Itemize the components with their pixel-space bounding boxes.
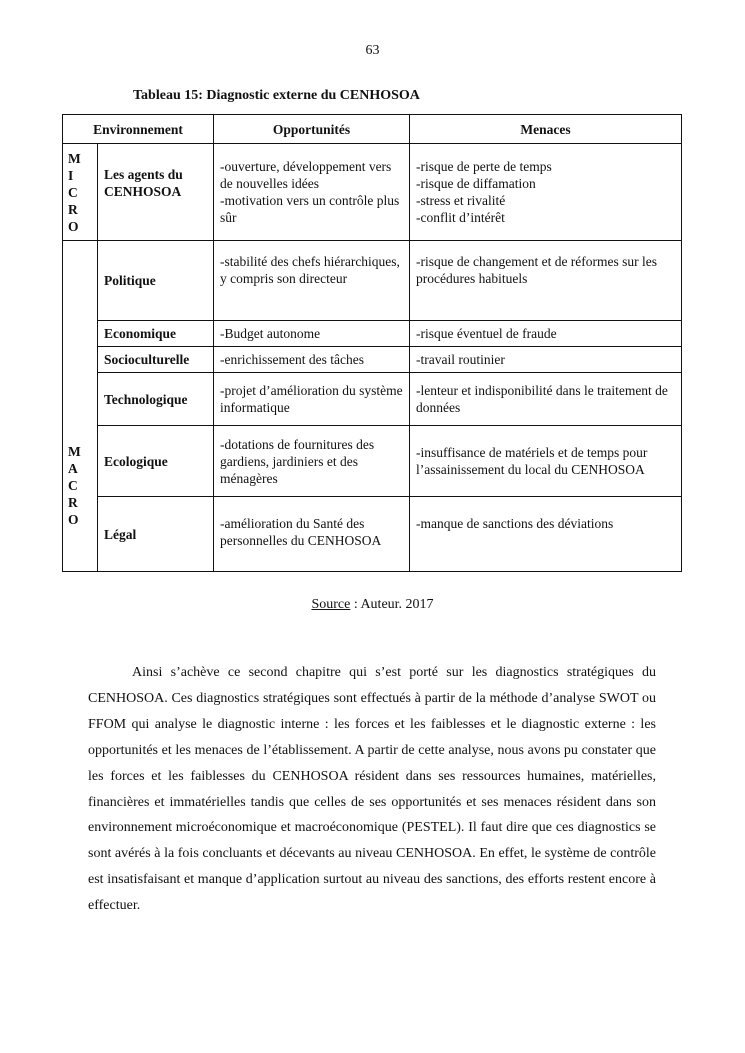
- threat-item: -risque de diffamation: [416, 176, 536, 191]
- threat-item: -travail routinier: [416, 352, 505, 367]
- factor-cell: Socioculturelle: [98, 347, 214, 373]
- table-row: [63, 426, 682, 497]
- threat-item: -risque éventuel de fraude: [416, 326, 557, 341]
- source-label: Source: [311, 597, 351, 612]
- header-environnement: Environnement: [63, 115, 214, 144]
- threat-item: -lenteur et indisponibilité dans le traitement de données: [416, 383, 668, 415]
- letter: C: [68, 477, 78, 493]
- opportunity-item: -enrichissement des tâches: [220, 352, 364, 367]
- source-text: : Auteur. 2017: [350, 597, 434, 612]
- header-menaces: Menaces: [410, 115, 682, 144]
- threat-item: -risque de changement et de réformes sur les procédures habituels: [416, 254, 658, 286]
- letter: R: [68, 201, 78, 217]
- letter: O: [68, 511, 79, 527]
- opportunity-item: -projet d’amélioration du système informatique: [220, 383, 403, 415]
- body-paragraph: Ainsi s’achève ce second chapitre qui s’est porté sur les diagnostics stratégiques du CENHOSOA. Ces diagnostics stratégiques sont effectués à partir de la méthode d’analyse SWOT ou FFOM qui analyse le diagnostic interne : les forces et les faiblesses et le diagnostic externe : les opportunités et les menaces de l’établissement. A partir de cette analyse, nous avons pu constater que les forces et les faiblesses du CENHOSOA résident dans ses ressources humaines, matérielles, financières et immatérielles tandis que celles de ses opportunités et ses menaces résident dans son environnement microéconomique et macroéconomique (PESTEL). Il faut dire que ces diagnostics se sont avérés à la fois concluants et décevants au niveau CENHOSOA. En effet, le système de contrôle est insatisfaisant et manque d’application surtout au niveau des sanctions, des efforts restent encore à effectuer.: [88, 665, 656, 914]
- factor-cell: Les agents du CENHOSOA: [98, 144, 214, 241]
- threat-item: -stress et rivalité: [416, 193, 506, 208]
- factor-cell: Légal: [98, 497, 214, 572]
- opportunities-cell: [214, 241, 410, 321]
- threats-cell: [410, 373, 682, 426]
- opportunities-cell: [214, 347, 410, 373]
- threats-cell: [410, 497, 682, 572]
- threat-item: -conflit d’intérêt: [416, 210, 505, 225]
- table-row: [63, 321, 682, 347]
- letter: A: [68, 460, 78, 476]
- factor-cell: Ecologique: [98, 426, 214, 497]
- factor-cell: Politique: [98, 241, 214, 321]
- letter: M: [68, 150, 81, 166]
- threats-cell: [410, 347, 682, 373]
- table-source: [0, 597, 745, 613]
- table-caption: Tableau 15: Diagnostic externe du CENHOSOA: [133, 88, 420, 103]
- opportunity-item: -Budget autonome: [220, 326, 321, 341]
- threats-cell: [410, 321, 682, 347]
- threats-cell: [410, 426, 682, 497]
- page-number: 63: [365, 43, 380, 58]
- letter: C: [68, 184, 78, 200]
- letter: O: [68, 218, 79, 234]
- header-opportunites: Opportunités: [214, 115, 410, 144]
- letter: R: [68, 494, 78, 510]
- table-row: [63, 241, 682, 321]
- threat-item: -manque de sanctions des déviations: [416, 516, 614, 531]
- opportunities-cell: [214, 497, 410, 572]
- threat-item: -insuffisance de matériels et de temps pour l’assainissement du local du CENHOSOA: [416, 445, 648, 477]
- threat-item: -risque de perte de temps: [416, 159, 552, 174]
- macro-label: [63, 241, 98, 572]
- opportunities-cell: [214, 144, 410, 241]
- table-header-row: [63, 115, 682, 144]
- letter: I: [68, 167, 74, 183]
- opportunity-item: -dotations de fournitures des gardiens, jardiniers et des ménagères: [220, 436, 375, 486]
- opportunity-item: -motivation vers un contrôle plus sûr: [220, 193, 400, 225]
- table-row: [63, 144, 682, 241]
- opportunity-item: -stabilité des chefs hiérarchiques, y compris son directeur: [220, 254, 400, 286]
- factor-cell: Technologique: [98, 373, 214, 426]
- opportunity-item: -ouverture, développement vers de nouvelles idées: [220, 159, 392, 191]
- factor-cell: Economique: [98, 321, 214, 347]
- table-row: [63, 373, 682, 426]
- threats-cell: [410, 241, 682, 321]
- diagnostic-table: [62, 114, 682, 572]
- letter: M: [68, 443, 81, 459]
- micro-label: [63, 144, 98, 241]
- threats-cell: [410, 144, 682, 241]
- table-row: [63, 347, 682, 373]
- opportunities-cell: [214, 321, 410, 347]
- opportunities-cell: [214, 426, 410, 497]
- table-row: [63, 497, 682, 572]
- opportunity-item: -amélioration du Santé des personnelles du CENHOSOA: [220, 516, 382, 548]
- opportunities-cell: [214, 373, 410, 426]
